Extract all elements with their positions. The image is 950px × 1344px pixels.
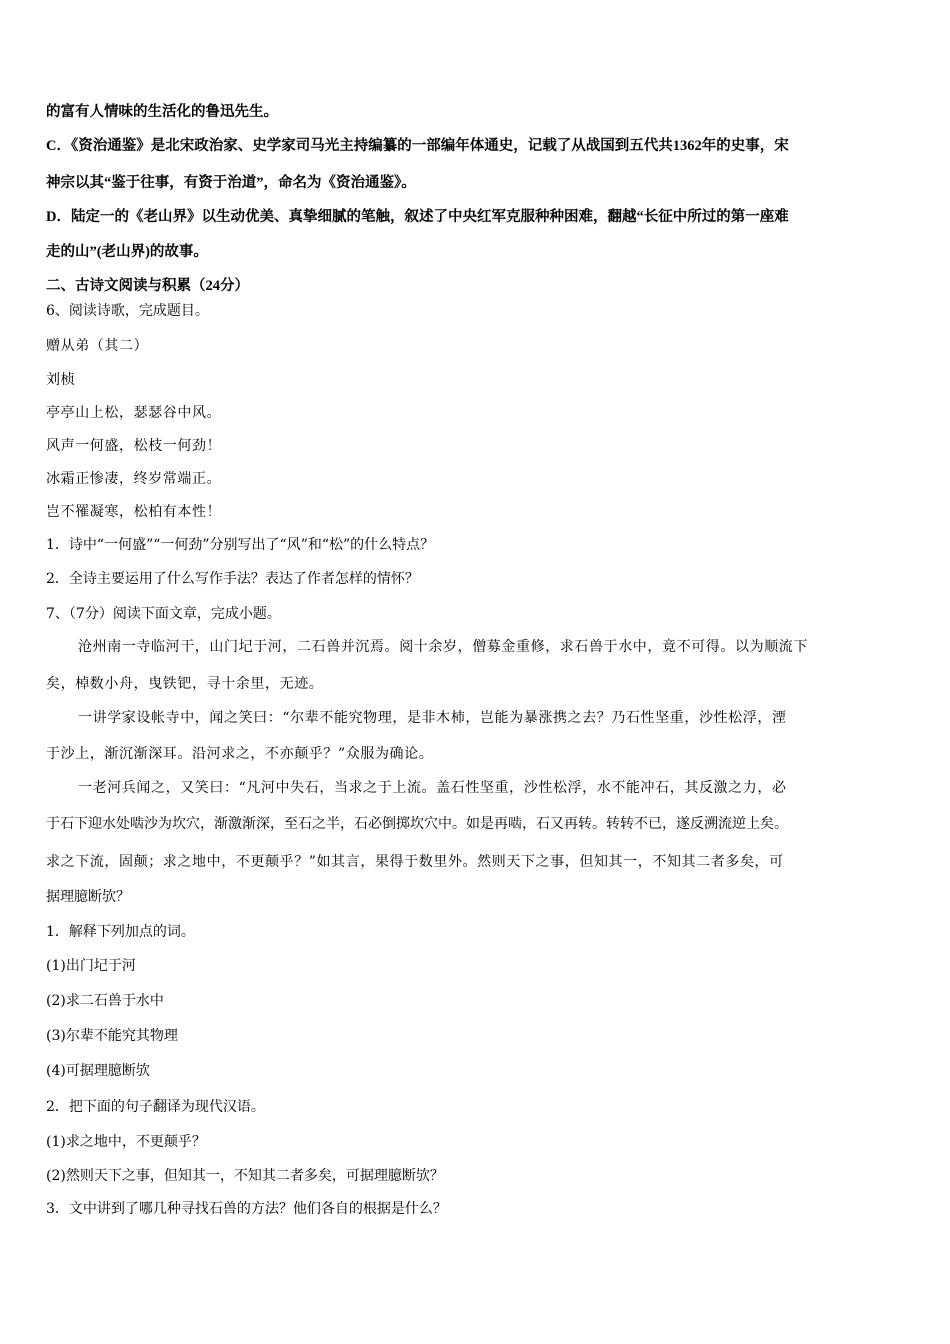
passage-paragraph-1-cont: 矣，棹数小舟，曳铁钯，寻十余里，无迹。 xyxy=(46,676,324,692)
question-6-1: 1．诗中“一何盛”“一何劲”分别写出了“风”和“松”的什么特点？ xyxy=(46,537,435,553)
question-7-3: 3．文中讲到了哪几种寻找石兽的方法？他们各自的根据是什么？ xyxy=(46,1201,447,1217)
passage-paragraph-3-cont: 于石下迎水处啮沙为坎穴，渐激渐深，至石之半，石必倒掷坎穴中。如是再啮，石又再转。转转不已，遂反溯流逆上矣。 xyxy=(46,816,788,832)
question-7-2-item: (2)然则天下之事，但知其一，不知其二者多矣，可据理臆断欤？ xyxy=(46,1168,444,1184)
text-line-option-b-end: 的富有人情味的生活化的鲁迅先生。 xyxy=(46,104,278,120)
poem-title: 赠从弟（其二） xyxy=(46,338,149,354)
poem-line: 亭亭山上松，瑟瑟谷中风。 xyxy=(46,405,222,421)
passage-paragraph-1: 沧州南一寺临河干，山门圮于河，二石兽并沉焉。阅十余岁，僧募金重修，求石兽于水中，竟不可得。以为顺流下 xyxy=(78,639,808,655)
question-7-1-item: (3)尔辈不能究其物理 xyxy=(46,1028,178,1044)
poem-line: 风声一何盛，松枝一何劲！ xyxy=(46,438,222,454)
question-7-title: 7、（7分）阅读下面文章，完成小题。 xyxy=(46,606,281,622)
question-6-title: 6、阅读诗歌，完成题目。 xyxy=(46,303,209,319)
passage-paragraph-2-cont: 于沙上，渐沉渐深耳。沿河求之，不亦颠乎？”众服为确论。 xyxy=(46,746,434,762)
question-7-1-item: (4)可据理臆断欤 xyxy=(46,1063,150,1079)
section-heading: 二、古诗文阅读与积累（24分） xyxy=(46,278,249,294)
passage-paragraph-3-end: 据理臆断欤？ xyxy=(46,889,130,905)
question-7-2: 2．把下面的句子翻译为现代汉语。 xyxy=(46,1099,265,1115)
text-line-option-c: C．《资治通鉴》是北宋政治家、史学家司马光主持编纂的一部编年体通史，记载了从战国到五代共1362年的史事，宋 xyxy=(46,138,789,154)
question-7-2-item: (1)求之地中，不更颠乎？ xyxy=(46,1134,206,1150)
question-7-1-item: (2)求二石兽于水中 xyxy=(46,993,164,1009)
poem-line: 冰霜正惨凄，终岁常端正。 xyxy=(46,471,222,487)
text-line-option-c-cont: 神宗以其“鉴于往事，有资于治道”，命名为《资治通鉴》。 xyxy=(46,175,416,191)
text-line-option-d-cont: 走的山”(老山界)的故事。 xyxy=(46,244,208,260)
passage-paragraph-3: 一老河兵闻之，又笑曰：“凡河中失石，当求之于上流。盖石性坚重，沙性松浮，水不能冲石，其反激之力，必 xyxy=(78,780,787,796)
poem-line: 岂不罹凝寒，松柏有本性！ xyxy=(46,504,222,520)
poem-author: 刘桢 xyxy=(46,372,76,388)
question-7-1-item: (1)出门圮于河 xyxy=(46,958,136,974)
text-line-option-d: D．陆定一的《老山界》以生动优美、真挚细腻的笔触，叙述了中央红军克服种种困难，翻越“长征中所过的第一座难 xyxy=(46,209,789,225)
question-6-2: 2．全诗主要运用了什么写作手法？表达了作者怎样的情怀？ xyxy=(46,571,419,587)
question-7-1: 1．解释下列加点的词。 xyxy=(46,924,195,940)
passage-paragraph-2: 一讲学家设帐寺中，闻之笑曰：“尔辈不能究物理，是非木杮，岂能为暴涨携之去？乃石性坚重，沙性松浮，湮 xyxy=(78,710,787,726)
passage-paragraph-3-cont: 求之下流，固颠；求之地中，不更颠乎？”如其言，果得于数里外。然则天下之事，但知其一，不知其二者多矣，可 xyxy=(46,854,784,870)
